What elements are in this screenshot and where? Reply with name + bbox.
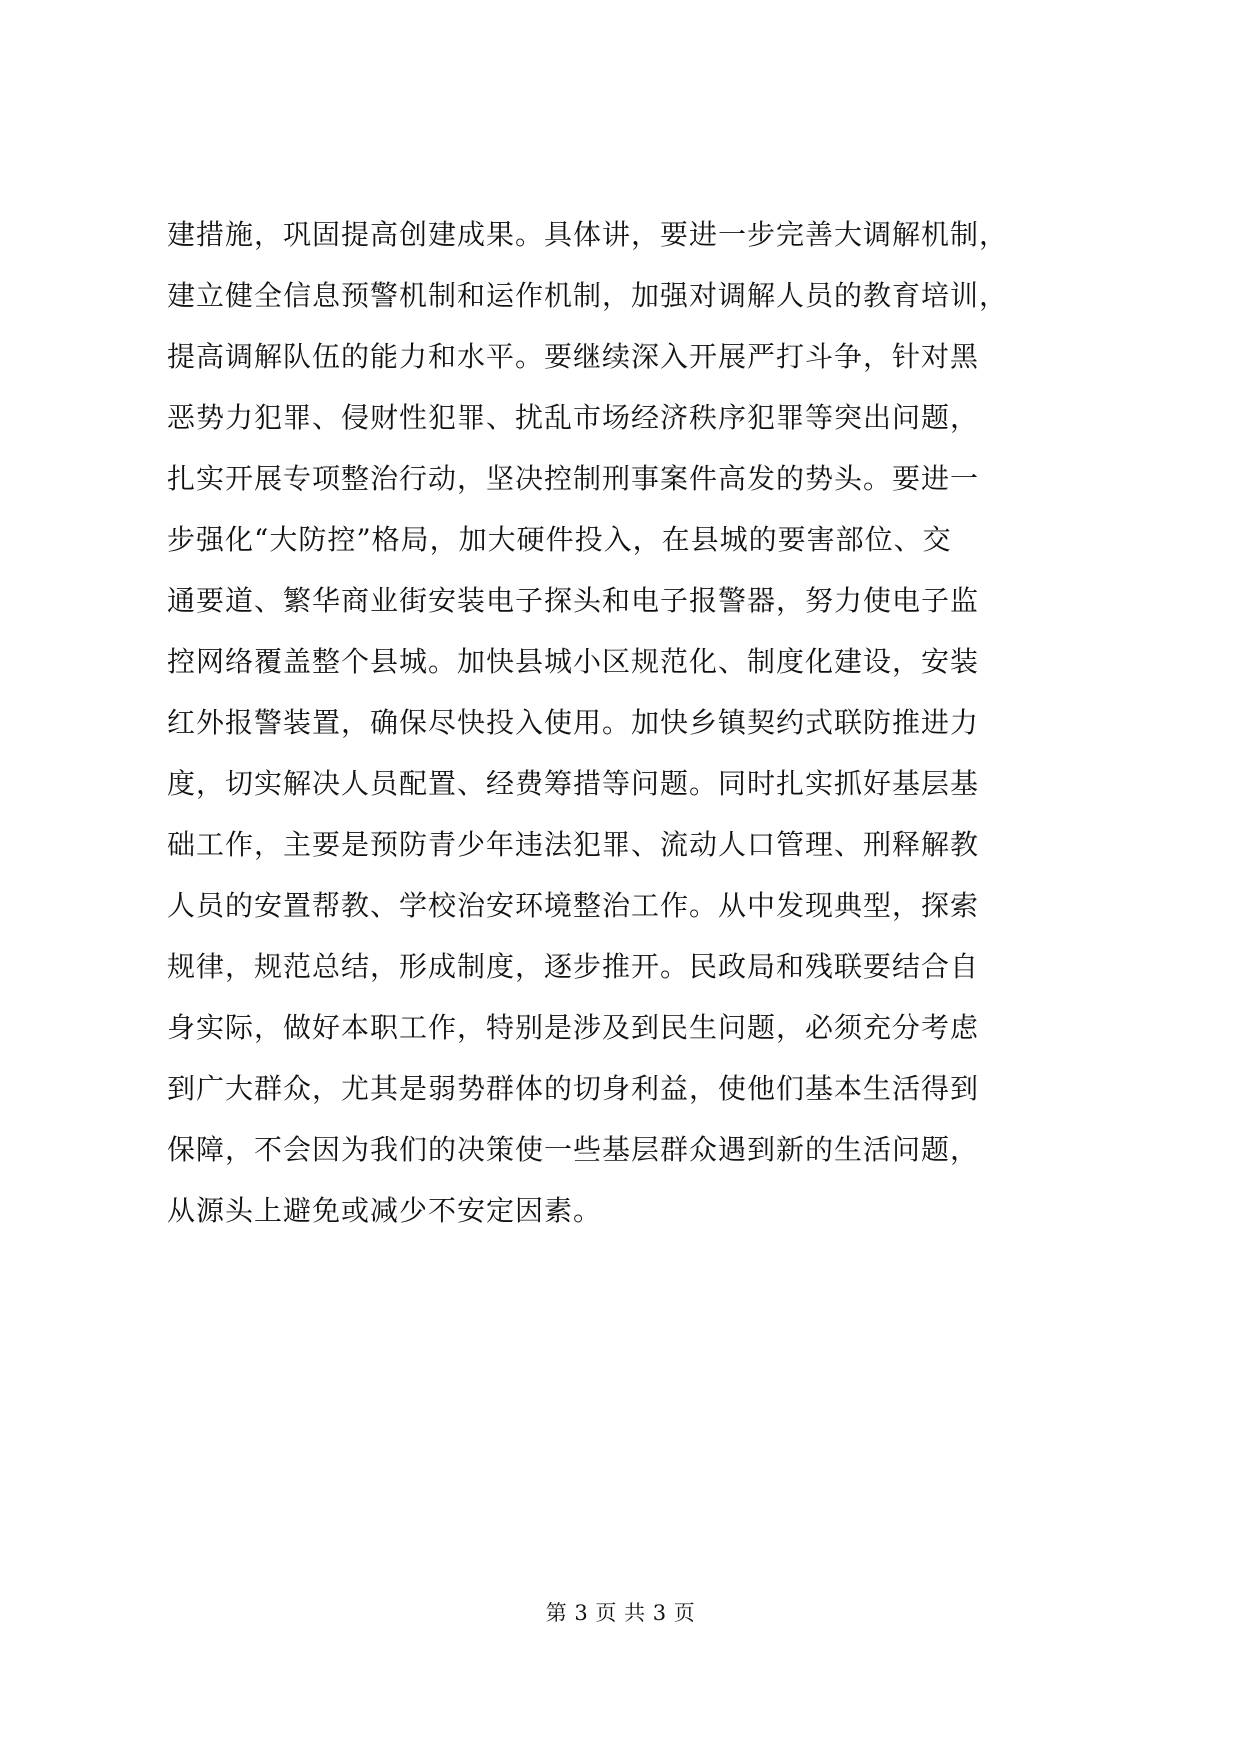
text-line-17: 从源头上避免或减少不安定因素。 [167,1194,603,1227]
text-line-16: 保障，不会因为我们的决策使一些基层群众遇到新的生活问题， [167,1133,980,1166]
text-line-7: 通要道、繁华商业街安装电子探头和电子报警器，努力使电子监 [167,584,980,617]
text-line-10: 度，切实解决人员配置、经费筹措等问题。同时扎实抓好基层基 [167,767,980,800]
text-line-4: 恶势力犯罪、侵财性犯罪、扰乱市场经济秩序犯罪等突出问题， [167,401,980,434]
page-number: 第 3 页 共 3 页 [545,1601,696,1625]
page-footer [0,1598,1241,1628]
text-line-5: 扎实开展专项整治行动，坚决控制刑事案件高发的势头。要进一 [167,462,980,495]
text-line-6: 步强化“大防控”格局，加大硬件投入，在县城的要害部位、交 [167,523,952,556]
body-text [167,204,1147,1241]
text-line-11: 础工作，主要是预防青少年违法犯罪、流动人口管理、刑释解教 [167,828,980,861]
text-line-9: 红外报警装置，确保尽快投入使用。加快乡镇契约式联防推进力 [167,706,980,739]
text-line-3: 提高调解队伍的能力和水平。要继续深入开展严打斗争，针对黑 [167,340,980,373]
text-line-12: 人员的安置帮教、学校治安环境整治工作。从中发现典型，探索 [167,889,980,922]
text-line-2: 建立健全信息预警机制和运作机制，加强对调解人员的教育培训， [167,279,1009,312]
text-line-8: 控网络覆盖整个县城。加快县城小区规范化、制度化建设，安装 [167,645,980,678]
text-line-15: 到广大群众，尤其是弱势群体的切身利益，使他们基本生活得到 [167,1072,980,1105]
text-line-14: 身实际，做好本职工作，特别是涉及到民生问题，必须充分考虑 [167,1011,980,1044]
text-line-13: 规律，规范总结，形成制度，逐步推开。民政局和残联要结合自 [167,950,980,983]
text-line-1: 建措施，巩固提高创建成果。具体讲，要进一步完善大调解机制， [167,218,1009,251]
